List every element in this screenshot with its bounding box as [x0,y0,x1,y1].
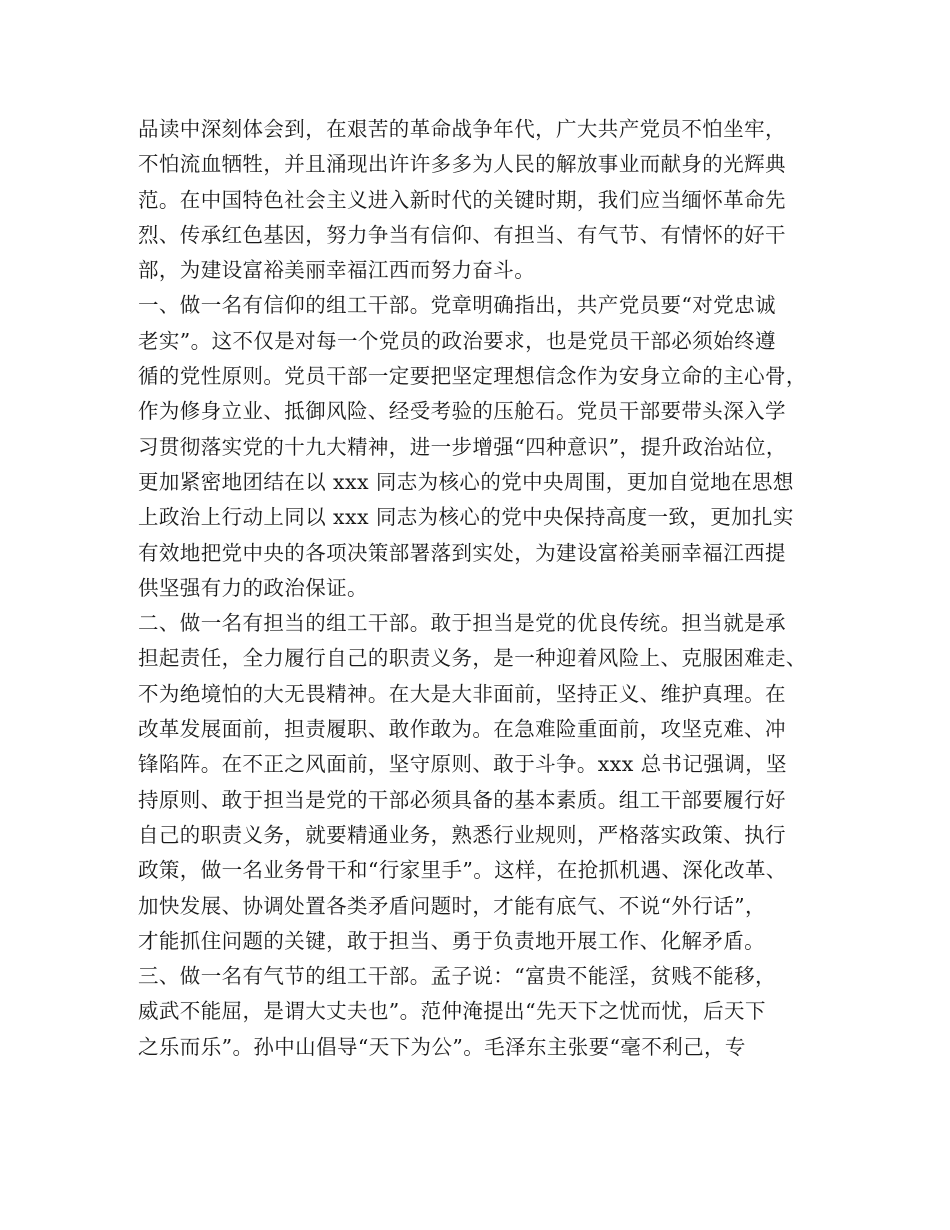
text-line: 锋陷阵。在不正之风面前，坚守原则、敢于斗争。xxx 总书记强调，坚 [138,752,787,777]
text-line: 范。在中国特色社会主义进入新时代的关键时期，我们应当缅怀革命先 [138,187,786,212]
section-heading-line: 一、做一名有信仰的组工干部。党章明确指出，共产党员要“对党忠诚 [138,293,776,318]
text-line: 之乐而乐”。孙中山倡导“天下为公”。毛泽东主张要“毫不利己，专 [138,1034,746,1059]
text-line: 习贯彻落实党的十九大精神，进一步增强“四种意识”，提升政治站位， [138,434,787,459]
text-line: 作为修身立业、抵御风险、经受考验的压舱石。党员干部要带头深入学 [138,399,786,424]
text-line: 循的党性原则。党员干部一定要把坚定理想信念作为安身立命的主心骨， [138,364,807,389]
text-line: 老实”。这不仅是对每一个党员的政治要求，也是党员干部必须始终遵 [138,328,776,353]
text-line: 品读中深刻体会到，在艰苦的革命战争年代，广大共产党员不怕坐牢， [138,117,786,141]
text-line: 担起责任，全力履行自己的职责义务，是一种迎着风险上、克服困难走、 [138,646,807,671]
text-line: 不怕流血牺牲，并且涌现出许许多多为人民的解放事业而献身的光辉典 [138,152,786,177]
body-text [138,112,828,1065]
text-line: 威武不能屈，是谓大丈夫也”。范仲淹提出“先天下之忧而忧，后天下 [138,999,766,1024]
text-line: 自己的职责义务，就要精通业务，熟悉行业规则，严格落实政策、执行 [138,822,786,847]
text-line: 上政治上行动上同以 xxx 同志为核心的党中央保持高度一致，更加扎实 [138,505,794,530]
text-line: 部，为建设富裕美丽幸福江西而努力奋斗。 [138,258,536,283]
text-line: 持原则、敢于担当是党的干部必须具备的基本素质。组工干部要履行好 [138,787,786,812]
text-line: 改革发展面前，担责履职、敢作敢为。在急难险重面前，攻坚克难、冲 [138,717,786,742]
text-line: 有效地把党中央的各项决策部署落到实处，为建设富裕美丽幸福江西提 [138,540,786,565]
section-heading-line: 二、做一名有担当的组工干部。敢于担当是党的优良传统。担当就是承 [138,611,786,636]
text-line: 政策，做一名业务骨干和“行家里手”。这样，在抢抓机遇、深化改革、 [138,858,787,883]
text-line: 加快发展、协调处置各类矛盾问题时，才能有底气、不说“外行话”， [138,893,766,918]
text-line: 供坚强有力的政治保证。 [138,575,368,600]
section-heading-line: 三、做一名有气节的组工干部。孟子说：“富贵不能淫，贫贱不能移， [138,964,776,989]
text-line: 更加紧密地团结在以 xxx 同志为核心的党中央周围，更加自觉地在思想 [138,469,794,494]
text-line: 不为绝境怕的大无畏精神。在大是大非面前，坚持正义、维护真理。在 [138,681,786,706]
text-line: 烈、传承红色基因，努力争当有信仰、有担当、有气节、有情怀的好干 [138,222,786,247]
text-line: 才能抓住问题的关键，敢于担当、勇于负责地开展工作、化解矛盾。 [138,928,765,953]
